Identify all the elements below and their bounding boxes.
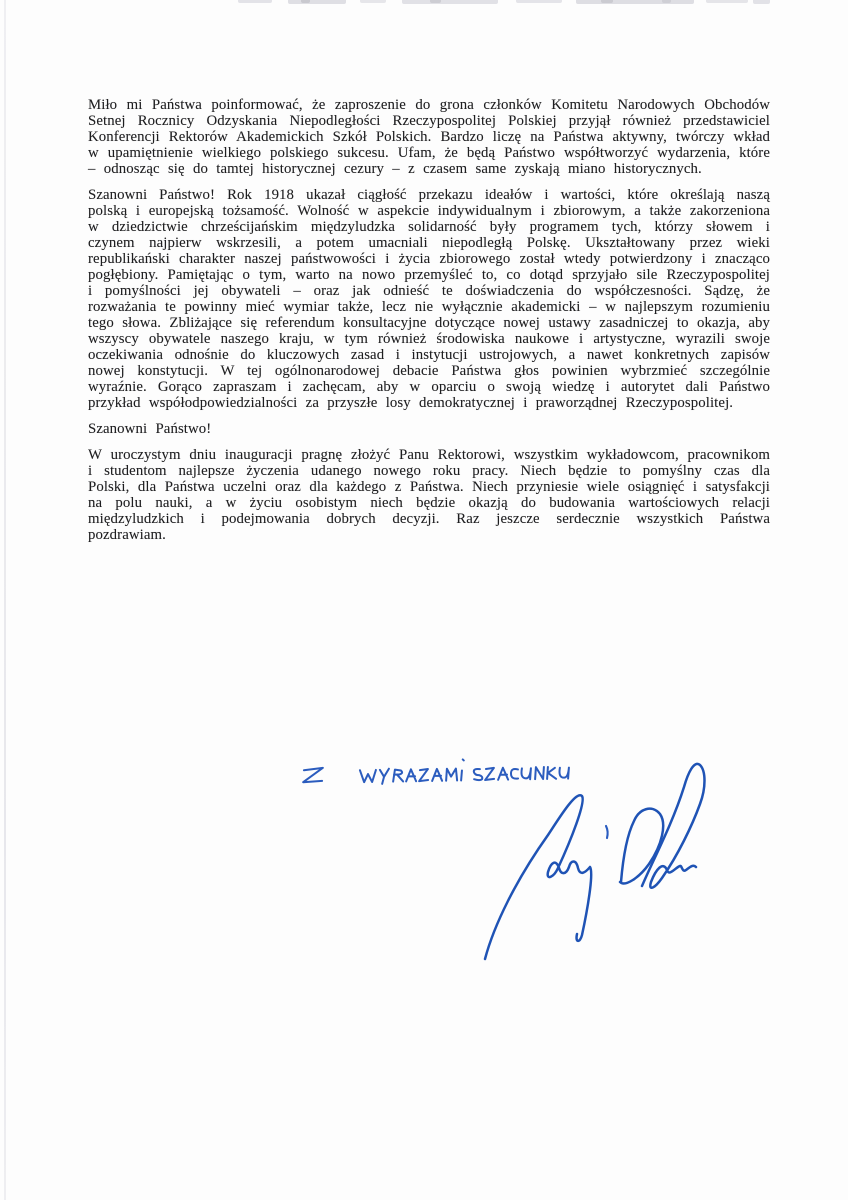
signature-scrawl: [485, 764, 705, 959]
letter-paragraph-2: Szanowni Państwo! Rok 1918 ukazał ciągłość przekazu ideałów i wartości, które określają naszą polską i europejską tożsamość. Wolność w aspekcie indywidualnym i zbiorowym, a także zakorzeniona w dziedzictwie chrześcijańskim międzyludzka solidarność były programem tych, którzy słowem i czynem najpierw wskrzesili, a potem umacniali niepodległą Polskę. Ukształtowany przez wieki republikański charakter naszej państwowości i życia zbiorowego został wtedy potwierdzony i znacząco pogłębiony. Pamiętając o tym, warto na nowo przemyśleć to, co dotąd sprzyjało sile Rzeczypospolitej i pomyślności jej obywateli – oraz jak odnieść te doświadczenia do współczesności. Sądzę, że rozważania te powinny mieć wymiar także, lecz nie wyłącznie akademicki – w najlepszym rozumieniu tego słowa. Zbliżające się referendum konsultacyjne dotyczące nowej ustawy zasadniczej to okazja, aby wszyscy obywatele naszego kraju, w tym również środowiska naukowe i artystyczne, wyrazili swoje oczekiwania odnośnie do kluczowych zasad i instytucji ustrojowych, a nawet konkretnych zapisów nowej konstytucji. W tej ogólnonarodowej debacie Państwa głos powinien wybrzmieć szczególnie wyraźnie. Gorąco zapraszam i zachęcam, aby w oparciu o swoją wiedzę i autorytet dali Państwo przykład współodpowiedzialności za przyszłe losy demokratycznej i praworządnej Rzeczypospolitej.: [88, 187, 770, 411]
letter-paragraph-3: W uroczystym dniu inauguracji pragnę złożyć Panu Rektorowi, wszystkim wykładowcom, pracownikom i studentom najlepsze życzenia udanego nowego roku pracy. Niech będzie to pomyślny czas dla Polski, dla Państwa uczelni oraz dla każdego z Państwa. Niech przyniesie wiele osiągnięć i satysfakcji na polu nauki, a w życiu osobistym niech będzie okazją do budowania wartościowych relacji międzyludzkich i podejmowania dobrych decyzji. Raz jeszcze serdecznie wszystkich Państwa pozdrawiam.: [88, 447, 770, 543]
handwritten-area: [290, 740, 730, 1000]
scan-artifact-top: [0, 0, 848, 6]
letter-salutation: Szanowni Państwo!: [88, 421, 212, 437]
handwritten-closing: [303, 758, 569, 786]
letter-body: [88, 97, 770, 553]
scan-edge-artifact-left: [4, 0, 6, 1200]
letter-paragraph-1: Miło mi Państwa poinformować, że zaproszenie do grona członków Komitetu Narodowych Obchodów Setnej Rocznicy Odzyskania Niepodległości Rzeczypospolitej Polskiej przyjął również przedstawiciel Konferencji Rektorów Akademickich Szkół Polskich. Bardzo liczę na Państwa aktywny, twórczy wkład w upamiętnienie wielkiego polskiego sukcesu. Ufam, że będą Państwo współtworzyć wydarzenia, które – odnosząc się do tamtej historycznej cezury – z czasem same zyskają miano historycznych.: [88, 97, 770, 177]
